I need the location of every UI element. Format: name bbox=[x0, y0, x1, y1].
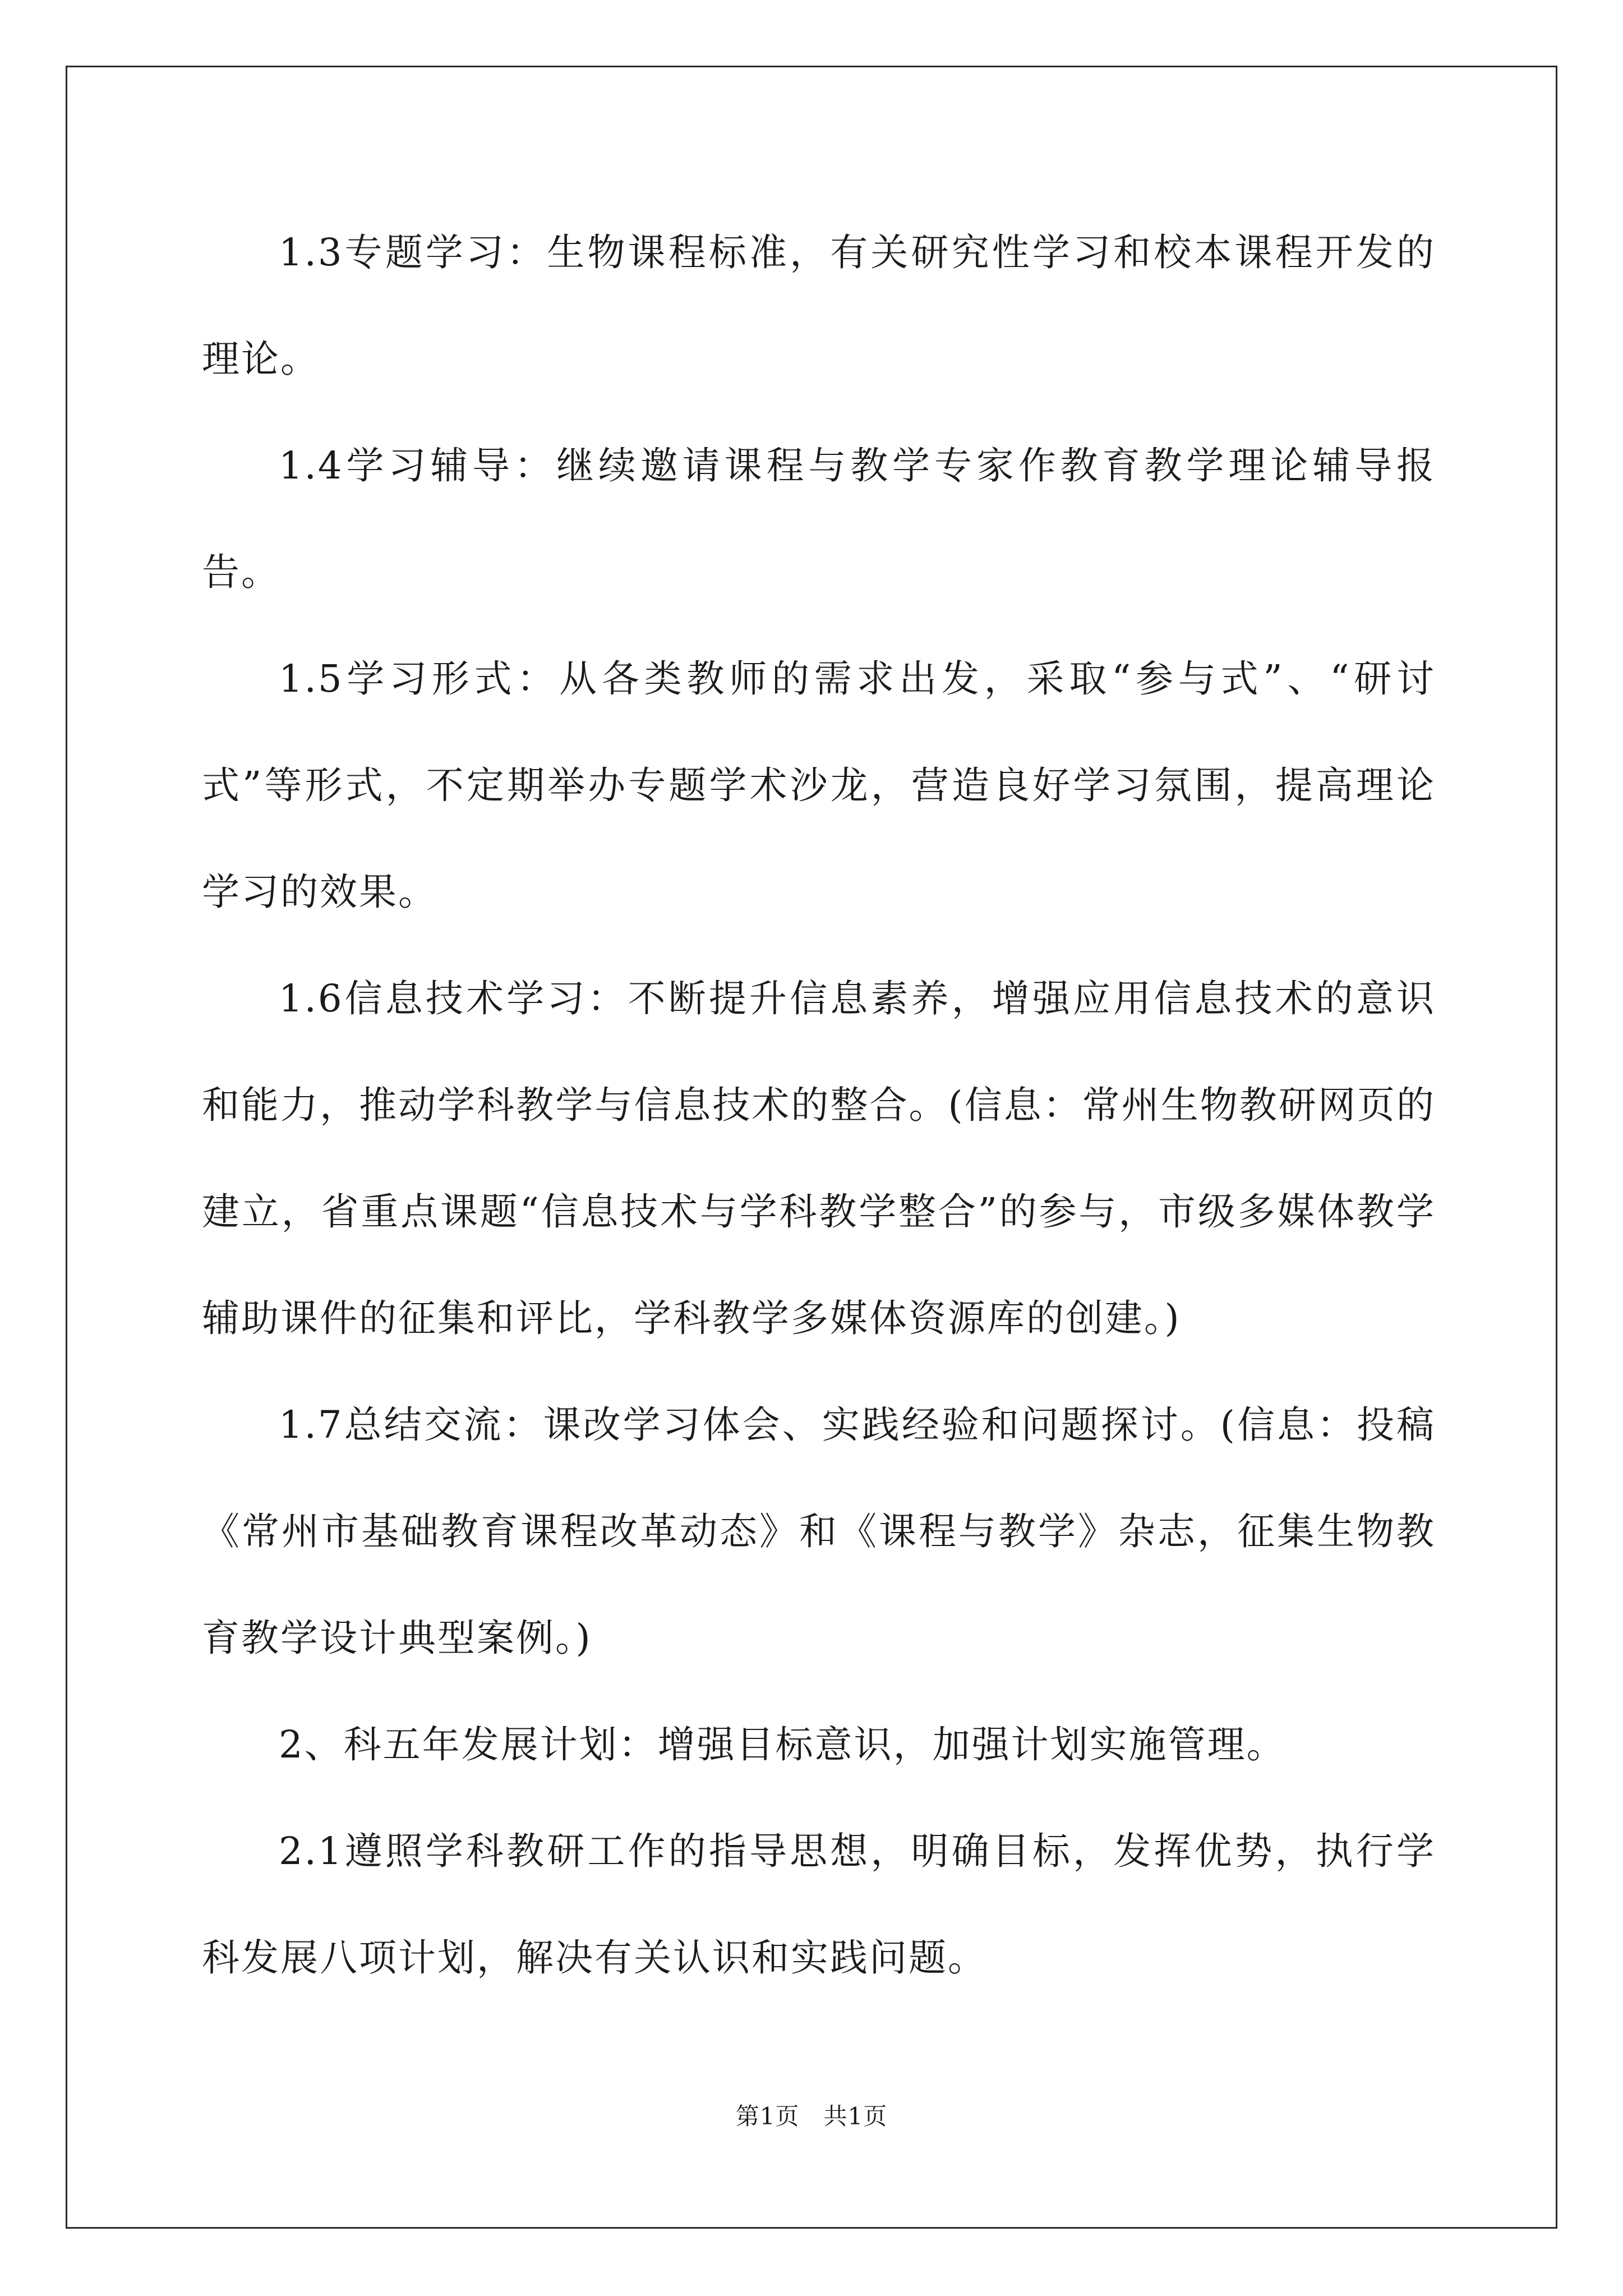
paragraph-1-3: 1.3专题学习：生物课程标准，有关研究性学习和校本课程开发的理论。 bbox=[202, 231, 1436, 381]
paragraph-1-7: 1.7总结交流：课改学习体会、实践经验和问题探讨。(信息：投稿《常州市基础教育课程改革动态》和《课程与教学》杂志，征集生物教育教学设计典型案例。) bbox=[202, 1403, 1436, 1660]
paragraph-1-6: 1.6信息技术学习：不断提升信息素养，增强应用信息技术的意识和能力，推动学科教学与信息技术的整合。(信息：常州生物教研网页的建立，省重点课题“信息技术与学科教学整合”的参与，市级多媒体教学辅助课件的征集和评比，学科教学多媒体资源库的创建。) bbox=[202, 977, 1436, 1340]
page-footer bbox=[0, 2098, 1623, 2132]
document-body bbox=[202, 199, 1436, 2011]
paragraph-2-1: 2.1遵照学科教研工作的指导思想，明确目标，发挥优势，执行学科发展八项计划，解决有关认识和实践问题。 bbox=[202, 1829, 1436, 1980]
paragraph-2: 2、科五年发展计划：增强目标意识，加强计划实施管理。 bbox=[279, 1723, 1286, 1766]
page-total: 共1页 bbox=[823, 2102, 888, 2130]
paragraph-1-4: 1.4学习辅导：继续邀请课程与教学专家作教育教学理论辅导报告。 bbox=[202, 444, 1436, 594]
paragraph-1-5: 1.5学习形式：从各类教师的需求出发，采取“参与式”、“研讨式”等形式，不定期举办专题学术沙龙，营造良好学习氛围，提高理论学习的效果。 bbox=[202, 657, 1436, 914]
page-number: 第1页 bbox=[735, 2102, 800, 2130]
